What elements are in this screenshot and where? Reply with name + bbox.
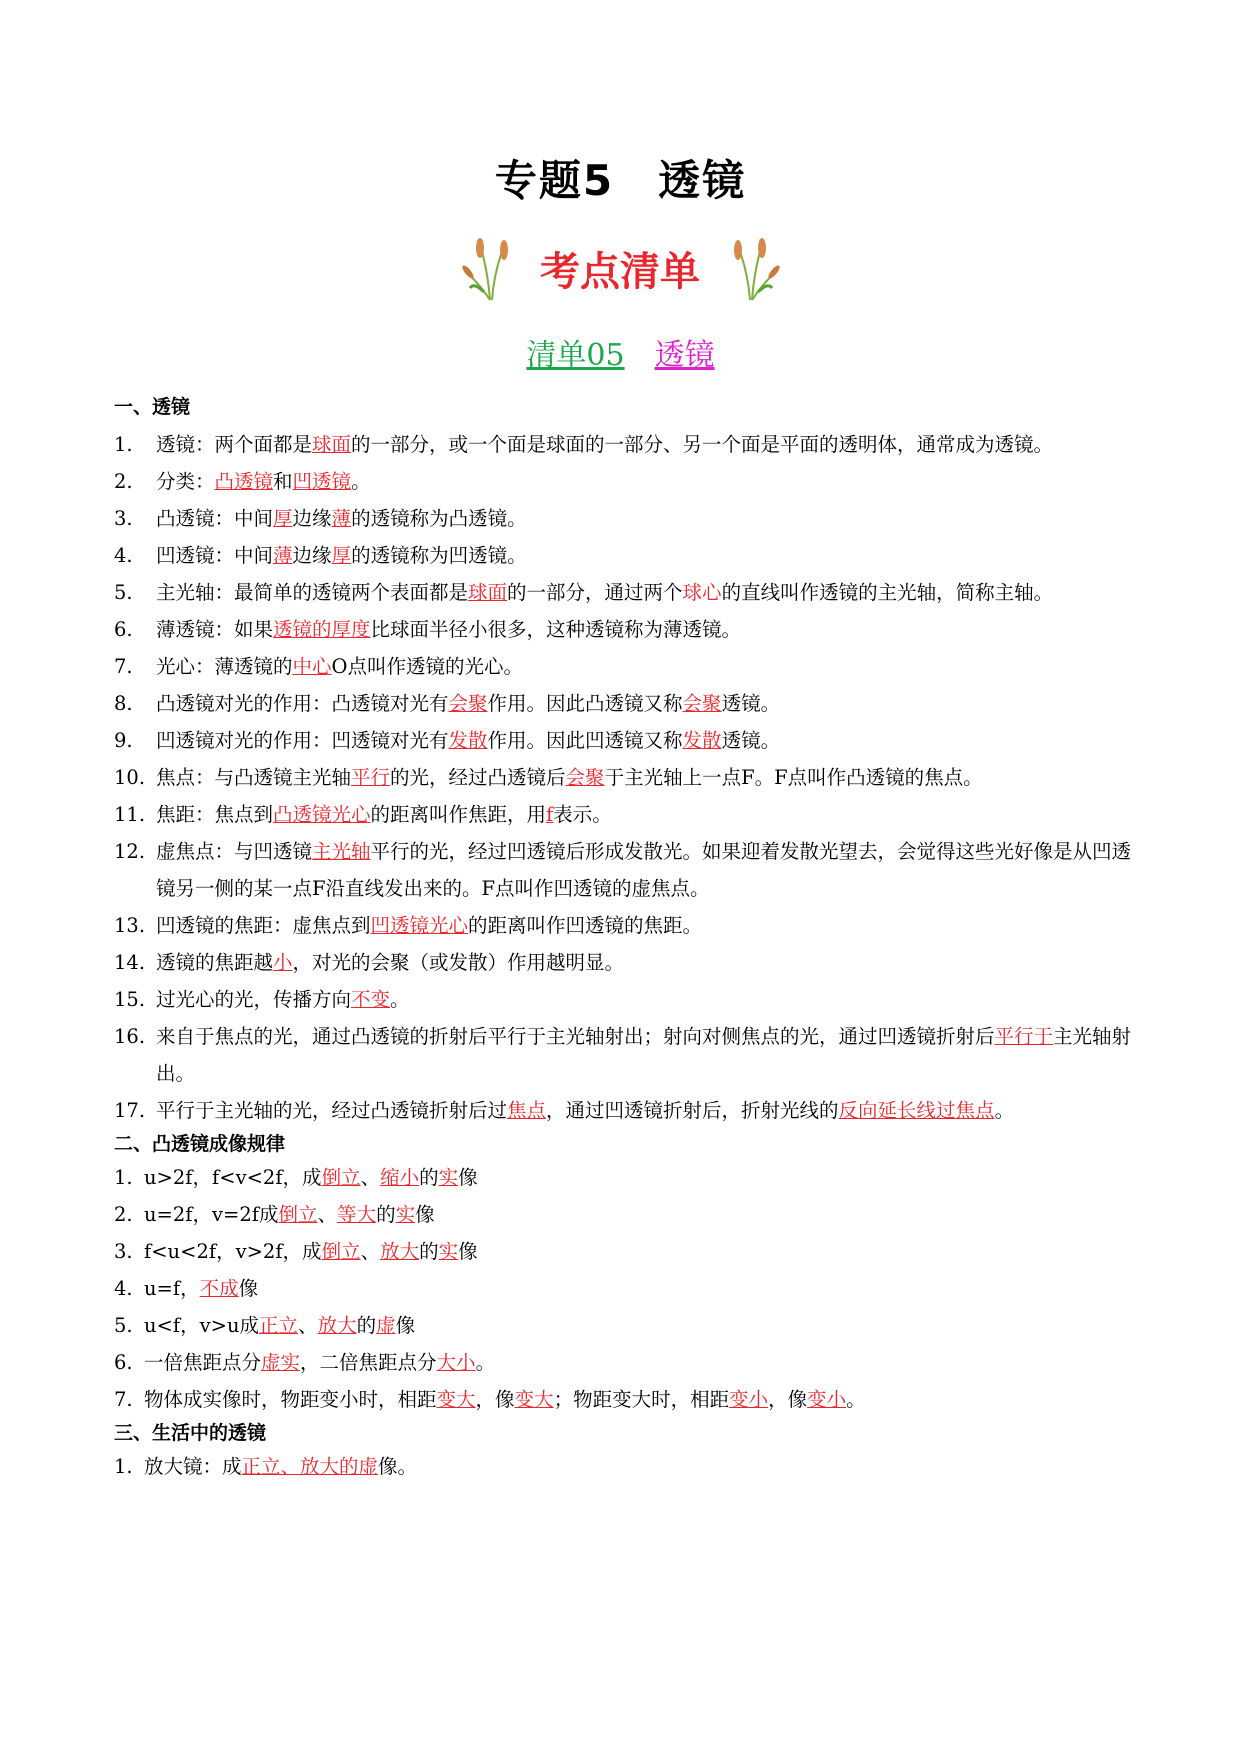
text-segment: 边缘 <box>292 544 332 567</box>
section-heading: 一、透镜 <box>114 396 191 418</box>
answer-blank: 不成 <box>199 1277 239 1300</box>
list-item <box>114 759 1134 796</box>
text-segment: 比球面半径小很多，这种透镜称为薄透镜。 <box>370 618 742 641</box>
answer-blank: 薄 <box>273 544 293 567</box>
text-segment: 像 <box>458 1240 478 1263</box>
item-text <box>156 463 1134 500</box>
answer-blank: 倒立 <box>278 1203 318 1226</box>
subtitle-topic: 透镜 <box>654 338 715 373</box>
item-text <box>156 426 1134 463</box>
list-item <box>114 1196 1134 1233</box>
list-item <box>114 722 1134 759</box>
item-number: 6. <box>114 1351 133 1374</box>
text-segment: 像。 <box>378 1455 418 1478</box>
text-segment: 物体成实像时，物距变小时，相距 <box>144 1388 437 1411</box>
item-text <box>144 1159 1134 1196</box>
text-segment: 。 <box>994 1099 1015 1122</box>
answer-blank: 不变 <box>351 988 391 1011</box>
list-item <box>114 907 1134 944</box>
answer-blank: 变大 <box>436 1388 476 1411</box>
item-number: 16. <box>114 1025 146 1048</box>
subtitle <box>0 330 1241 374</box>
text-segment: 和 <box>273 470 293 493</box>
text-segment: 作用。因此凹透镜又称 <box>487 729 683 752</box>
item-number: 8. <box>114 692 133 715</box>
text-segment: 凸透镜：中间 <box>156 507 274 530</box>
item-number: 1. <box>114 1166 133 1189</box>
list-item <box>114 1159 1134 1196</box>
text-segment: 放大镜：成 <box>144 1455 242 1478</box>
item-number: 1. <box>114 1455 133 1478</box>
answer-blank: 虚实 <box>261 1351 301 1374</box>
text-segment: 的光，经过凸透镜后 <box>390 766 566 789</box>
answer-blank: f <box>546 803 554 826</box>
text-segment: 边缘 <box>292 507 332 530</box>
item-text <box>144 1270 1134 1307</box>
text-segment: 凹透镜的焦距：虚焦点到 <box>156 914 371 937</box>
answer-blank: 平行 <box>351 766 391 789</box>
list-item <box>114 574 1134 611</box>
item-number: 6. <box>114 618 133 641</box>
left-wheat-icon <box>460 232 520 302</box>
item-number: 4. <box>114 1277 133 1300</box>
item-number: 7. <box>114 655 133 678</box>
answer-blank: 发散 <box>682 729 722 752</box>
answer-blank: 球面 <box>468 581 508 604</box>
text-segment: 平行的光，经过凹透镜后形成发散光。如果迎着发散光望去，会觉得这些光好像是从凹透镜另一侧的某一点F沿直线发出来的。F点叫作凹透镜的虚焦点。 <box>156 840 1132 900</box>
text-segment: ，对光的会聚（或发散）作用越明显。 <box>292 951 625 974</box>
text-segment: 像 <box>415 1203 435 1226</box>
text-segment: 薄透镜：如果 <box>156 618 274 641</box>
text-segment: 。 <box>390 988 410 1011</box>
item-number: 2. <box>114 470 133 493</box>
text-segment: 焦点：与凸透镜主光轴 <box>156 766 352 789</box>
item-number: 17. <box>114 1099 146 1122</box>
text-segment: 。 <box>351 470 371 493</box>
list-item <box>114 426 1134 463</box>
answer-blank: 倒立 <box>321 1240 361 1263</box>
list-item <box>114 463 1134 500</box>
answer-blank: 发散 <box>448 729 488 752</box>
answer-blank: 正立 <box>259 1314 299 1337</box>
section-heading: 二、凸透镜成像规律 <box>114 1133 286 1155</box>
text-segment: 于主光轴上一点F。F点叫作凸透镜的焦点。 <box>604 766 983 789</box>
text-segment: 的一部分，通过两个 <box>507 581 683 604</box>
text-segment: 的 <box>419 1166 439 1189</box>
item-number: 4. <box>114 544 133 567</box>
text-segment: 、 <box>360 1240 381 1263</box>
text-segment: u=f， <box>144 1277 200 1300</box>
item-number: 2. <box>114 1203 133 1226</box>
text-segment: 分类： <box>156 470 215 493</box>
item-number: 3. <box>114 507 133 530</box>
answer-blank: 正立、放大的虚 <box>241 1455 379 1478</box>
text-segment: 像 <box>458 1166 478 1189</box>
item-number: 12. <box>114 840 146 863</box>
answer-blank: 主光轴 <box>312 840 371 863</box>
text-segment: 透镜的焦距越 <box>156 951 274 974</box>
item-text <box>156 907 1134 944</box>
answer-blank: 实 <box>438 1166 459 1189</box>
text-segment: 透镜：两个面都是 <box>156 433 313 456</box>
item-text <box>144 1307 1134 1344</box>
text-segment: 透镜。 <box>721 729 781 752</box>
answer-blank: 实 <box>438 1240 459 1263</box>
answer-blank: 倒立 <box>321 1166 361 1189</box>
list-item <box>114 1018 1134 1092</box>
list-item <box>114 611 1134 648</box>
text-segment: 凹透镜：中间 <box>156 544 274 567</box>
answer-blank: 凸透镜 <box>214 470 274 493</box>
item-number: 1. <box>114 433 133 456</box>
list-item <box>114 1307 1134 1344</box>
answer-blank: 凹透镜 <box>292 470 352 493</box>
text-segment: 的一部分，或一个面是球面的一部分、另一个面是平面的透明体，通常成为透镜。 <box>351 433 1054 456</box>
answer-blank: 等大 <box>337 1203 377 1226</box>
item-number: 5. <box>114 581 133 604</box>
answer-blank: 放大 <box>317 1314 357 1337</box>
text-segment: 一倍焦距点分 <box>144 1351 262 1374</box>
text-segment: 光心：薄透镜的 <box>156 655 293 678</box>
item-text <box>156 759 1134 796</box>
list-item <box>114 500 1134 537</box>
item-number: 13. <box>114 914 146 937</box>
item-text <box>156 685 1134 722</box>
list-item <box>114 944 1134 981</box>
answer-blank: 大小 <box>436 1351 476 1374</box>
answer-blank: 虚 <box>376 1314 396 1337</box>
answer-blank: 变小 <box>807 1388 847 1411</box>
text-segment: 的 <box>419 1240 439 1263</box>
answer-blank: 透镜的厚度 <box>273 618 371 641</box>
text-segment: 平行于主光轴的光，经过凸透镜折射后过 <box>156 1099 508 1122</box>
answer-blank: 中心 <box>292 655 332 678</box>
answer-blank: 缩小 <box>380 1166 420 1189</box>
text-segment: O点叫作透镜的光心。 <box>331 655 524 678</box>
text-segment: 凹透镜对光的作用：凹透镜对光有 <box>156 729 449 752</box>
list-item <box>114 685 1134 722</box>
item-text <box>156 722 1134 759</box>
text-segment: 的透镜称为凹透镜。 <box>351 544 527 567</box>
item-text <box>156 981 1134 1018</box>
text-segment: 过光心的光，传播方向 <box>156 988 352 1011</box>
text-segment: 。 <box>475 1351 496 1374</box>
text-segment: 虚焦点：与凹透镜 <box>156 840 313 863</box>
item-text <box>156 833 1134 907</box>
answer-blank: 会聚 <box>448 692 488 715</box>
item-text <box>144 1196 1134 1233</box>
text-segment: 像 <box>395 1314 416 1337</box>
text-segment: u=2f，v=2f成 <box>144 1203 279 1226</box>
item-text <box>156 796 1134 833</box>
text-segment: 主光轴射出。 <box>156 1025 1132 1085</box>
answer-blank: 焦点 <box>507 1099 547 1122</box>
text-segment: 。 <box>846 1388 866 1411</box>
text-segment: 凸透镜对光的作用：凸透镜对光有 <box>156 692 449 715</box>
text-segment: ，通过凹透镜折射后，折射光线的 <box>546 1099 839 1122</box>
answer-blank: 平行于 <box>994 1025 1054 1048</box>
text-segment: 焦距：焦点到 <box>156 803 274 826</box>
text-segment: 的距离叫作凹透镜的焦距。 <box>468 914 703 937</box>
answer-blank: 放大 <box>380 1240 420 1263</box>
text-segment: 的距离叫作焦距，用 <box>370 803 547 826</box>
list-item <box>114 796 1134 833</box>
list-item <box>114 537 1134 574</box>
item-text <box>156 574 1134 611</box>
item-number: 15. <box>114 988 146 1011</box>
list-item <box>114 1381 1134 1418</box>
text-segment: 的 <box>376 1203 396 1226</box>
item-text <box>144 1381 1134 1418</box>
content <box>114 392 1134 1485</box>
answer-blank: 厚 <box>331 544 352 567</box>
item-text <box>156 648 1134 685</box>
badge-text: 考点清单 <box>540 249 700 295</box>
item-number: 7. <box>114 1388 133 1411</box>
list-item <box>114 981 1134 1018</box>
answer-blank: 会聚 <box>682 692 722 715</box>
list-item <box>114 1344 1134 1381</box>
answer-blank: 变大 <box>514 1388 554 1411</box>
page-title: 专题5 透镜 <box>494 156 747 205</box>
item-number: 3. <box>114 1240 133 1263</box>
answer-blank: 凸透镜光心 <box>273 803 371 826</box>
answer-blank: 厚 <box>273 507 293 530</box>
list-item <box>114 833 1134 907</box>
list-item <box>114 1233 1134 1270</box>
text-segment: ，像 <box>475 1388 515 1411</box>
list-item <box>114 1092 1134 1129</box>
list-item <box>114 1448 1134 1485</box>
list-item <box>114 1270 1134 1307</box>
subtitle-list-number: 清单05 <box>526 338 625 373</box>
text-segment: 的透镜称为凸透镜。 <box>351 507 527 530</box>
text-segment: 作用。因此凸透镜又称 <box>487 692 683 715</box>
answer-blank: 会聚 <box>565 766 605 789</box>
text-segment: 的 <box>356 1314 377 1337</box>
text-segment: f<u<2f，v>2f，成 <box>144 1240 322 1263</box>
item-text <box>144 1448 1134 1485</box>
answer-blank: 薄 <box>331 507 352 530</box>
text-segment: 像 <box>238 1277 259 1300</box>
answer-blank: 球心 <box>682 581 722 604</box>
item-text <box>144 1233 1134 1270</box>
section-heading: 三、生活中的透镜 <box>114 1422 267 1444</box>
answer-blank: 实 <box>395 1203 416 1226</box>
text-segment: 表示。 <box>553 803 612 826</box>
text-segment: 透镜。 <box>721 692 781 715</box>
exam-points-badge <box>470 232 770 302</box>
item-number: 14. <box>114 951 146 974</box>
item-text <box>156 537 1134 574</box>
answer-blank: 凹透镜光心 <box>370 914 469 937</box>
text-segment: ，二倍焦距点分 <box>300 1351 437 1374</box>
text-segment: 、 <box>298 1314 318 1337</box>
item-text <box>156 500 1134 537</box>
text-segment: 主光轴：最简单的透镜两个表面都是 <box>156 581 469 604</box>
item-text <box>156 1018 1134 1092</box>
item-text <box>144 1344 1134 1381</box>
item-number: 5. <box>114 1314 133 1337</box>
text-segment: u<f，v>u成 <box>144 1314 260 1337</box>
text-segment: 来自于焦点的光，通过凸透镜的折射后平行于主光轴射出；射向对侧焦点的光，通过凹透镜折射后 <box>156 1025 995 1048</box>
text-segment: ；物距变大时，相距 <box>553 1388 730 1411</box>
answer-blank: 小 <box>273 951 293 974</box>
right-wheat-icon <box>722 232 782 302</box>
item-text <box>156 1092 1134 1129</box>
answer-blank: 反向延长线过焦点 <box>838 1099 995 1122</box>
answer-blank: 球面 <box>312 433 352 456</box>
text-segment: u>2f，f<v<2f，成 <box>144 1166 322 1189</box>
text-segment: 、 <box>360 1166 381 1189</box>
text-segment: 的直线叫作透镜的主光轴，简称主轴。 <box>721 581 1054 604</box>
item-number: 9. <box>114 729 133 752</box>
list-item <box>114 648 1134 685</box>
text-segment: 、 <box>317 1203 338 1226</box>
answer-blank: 变小 <box>729 1388 769 1411</box>
text-segment: ，像 <box>768 1388 808 1411</box>
item-text <box>156 611 1134 648</box>
item-number: 10. <box>114 766 146 789</box>
item-number: 11. <box>114 803 146 826</box>
item-text <box>156 944 1134 981</box>
